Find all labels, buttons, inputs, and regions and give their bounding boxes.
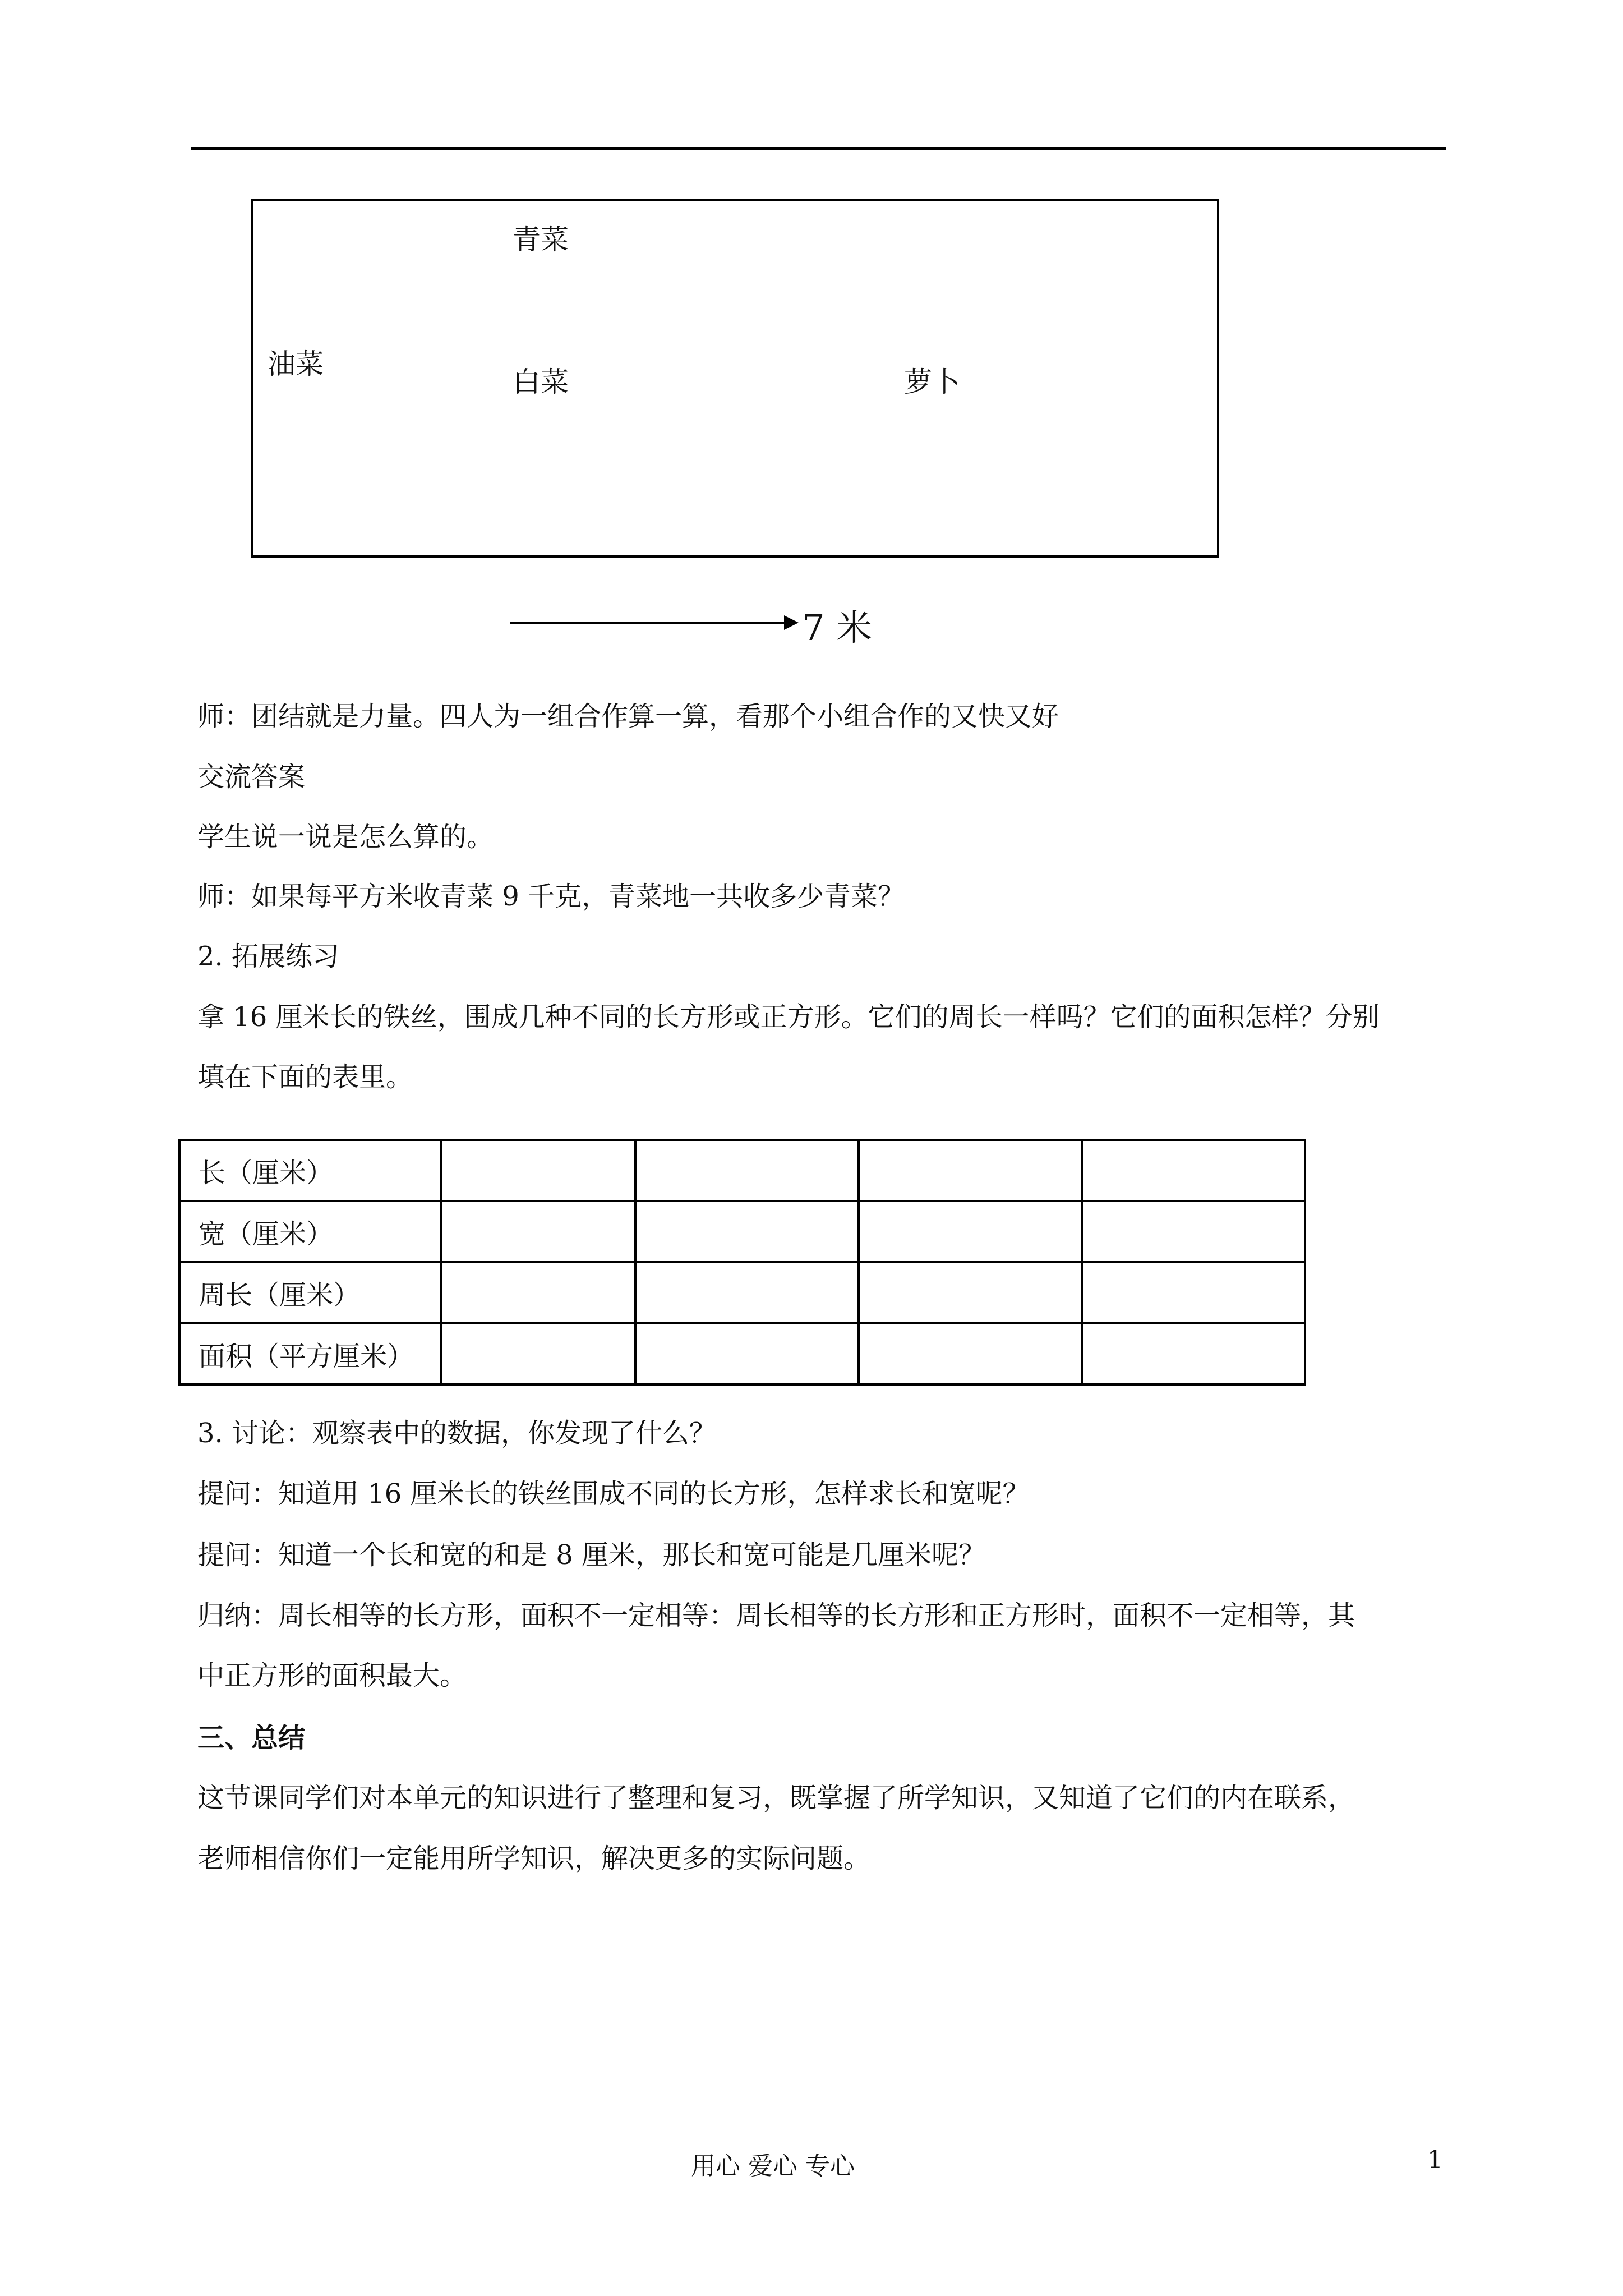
table-row (179, 1262, 1305, 1323)
table-cell (859, 1140, 1082, 1201)
row-header: 长（厘米） (179, 1140, 441, 1201)
plot-luobo (888, 344, 1217, 555)
plot-label: 白菜 (513, 366, 569, 398)
table-row (179, 1323, 1305, 1384)
summary-heading: 三、总结 (197, 1722, 306, 1754)
section-heading: 2. 拓展练习 (197, 941, 340, 972)
paragraph: 这节课同学们对本单元的知识进行了整理和复习，既掌握了所学知识，又知道了它们的内在联系， (197, 1782, 1355, 1814)
table-row (179, 1140, 1305, 1201)
row-header: 面积（平方厘米） (179, 1323, 441, 1384)
table-cell (859, 1323, 1082, 1384)
arrow-right-icon (510, 606, 802, 639)
table-cell (635, 1323, 859, 1384)
row-header: 宽（厘米） (179, 1201, 441, 1262)
paragraph: 拿 16 厘米长的铁丝，围成几种不同的长方形或正方形。它们的周长一样吗？它们的面积怎样？分别 (197, 1001, 1380, 1033)
table-cell (1082, 1140, 1305, 1201)
table-cell (635, 1201, 859, 1262)
paragraph: 提问：知道一个长和宽的和是 8 厘米，那长和宽可能是几厘米呢？ (197, 1539, 986, 1571)
paragraph: 老师相信你们一定能用所学知识，解决更多的实际问题。 (197, 1843, 871, 1874)
table-cell (635, 1140, 859, 1201)
table-cell (859, 1262, 1082, 1323)
arrow-head (784, 615, 799, 630)
paragraph: 提问：知道用 16 厘米长的铁丝围成不同的长方形，怎样求长和宽呢？ (197, 1478, 1030, 1510)
table-row (179, 1201, 1305, 1262)
table-cell (1082, 1262, 1305, 1323)
table-cell (441, 1262, 635, 1323)
paragraph: 中正方形的面积最大。 (197, 1660, 467, 1691)
garden-diagram (251, 199, 1219, 558)
paragraph: 师：如果每平方米收青菜 9 千克，青菜地一共收多少青菜？ (197, 881, 905, 912)
plot-label: 油菜 (268, 348, 324, 380)
paragraph: 归纳：周长相等的长方形，面积不一定相等：周长相等的长方形和正方形时，面积不一定相等，其 (197, 1600, 1355, 1631)
data-table (178, 1139, 1306, 1386)
paragraph: 师：团结就是力量。四人为一组合作算一算，看那个小组合作的又快又好 (197, 701, 1059, 732)
plot-label: 萝卜 (904, 366, 960, 398)
table-cell (635, 1262, 859, 1323)
table-cell (859, 1201, 1082, 1262)
plot-label: 青菜 (513, 223, 569, 256)
plot-baicai (498, 344, 888, 555)
section-heading: 3. 讨论：观察表中的数据，你发现了什么？ (197, 1418, 717, 1449)
table-cell (1082, 1201, 1305, 1262)
paragraph: 学生说一说是怎么算的。 (197, 821, 494, 853)
table-cell (441, 1201, 635, 1262)
header-rule (191, 147, 1446, 150)
arrow-shaft (510, 622, 788, 624)
page-number: 1 (1427, 2146, 1443, 2174)
table-cell (441, 1323, 635, 1384)
length-label: 7 米 (802, 608, 873, 649)
table-cell (441, 1140, 635, 1201)
plot-youcai (253, 201, 498, 555)
paragraph: 填在下面的表里。 (197, 1061, 413, 1093)
paragraph: 交流答案 (197, 761, 306, 793)
footer-motto: 用心 爱心 专心 (691, 2152, 855, 2180)
row-header: 周长（厘米） (179, 1262, 441, 1323)
table-cell (1082, 1323, 1305, 1384)
plot-qingcai (498, 201, 1217, 344)
